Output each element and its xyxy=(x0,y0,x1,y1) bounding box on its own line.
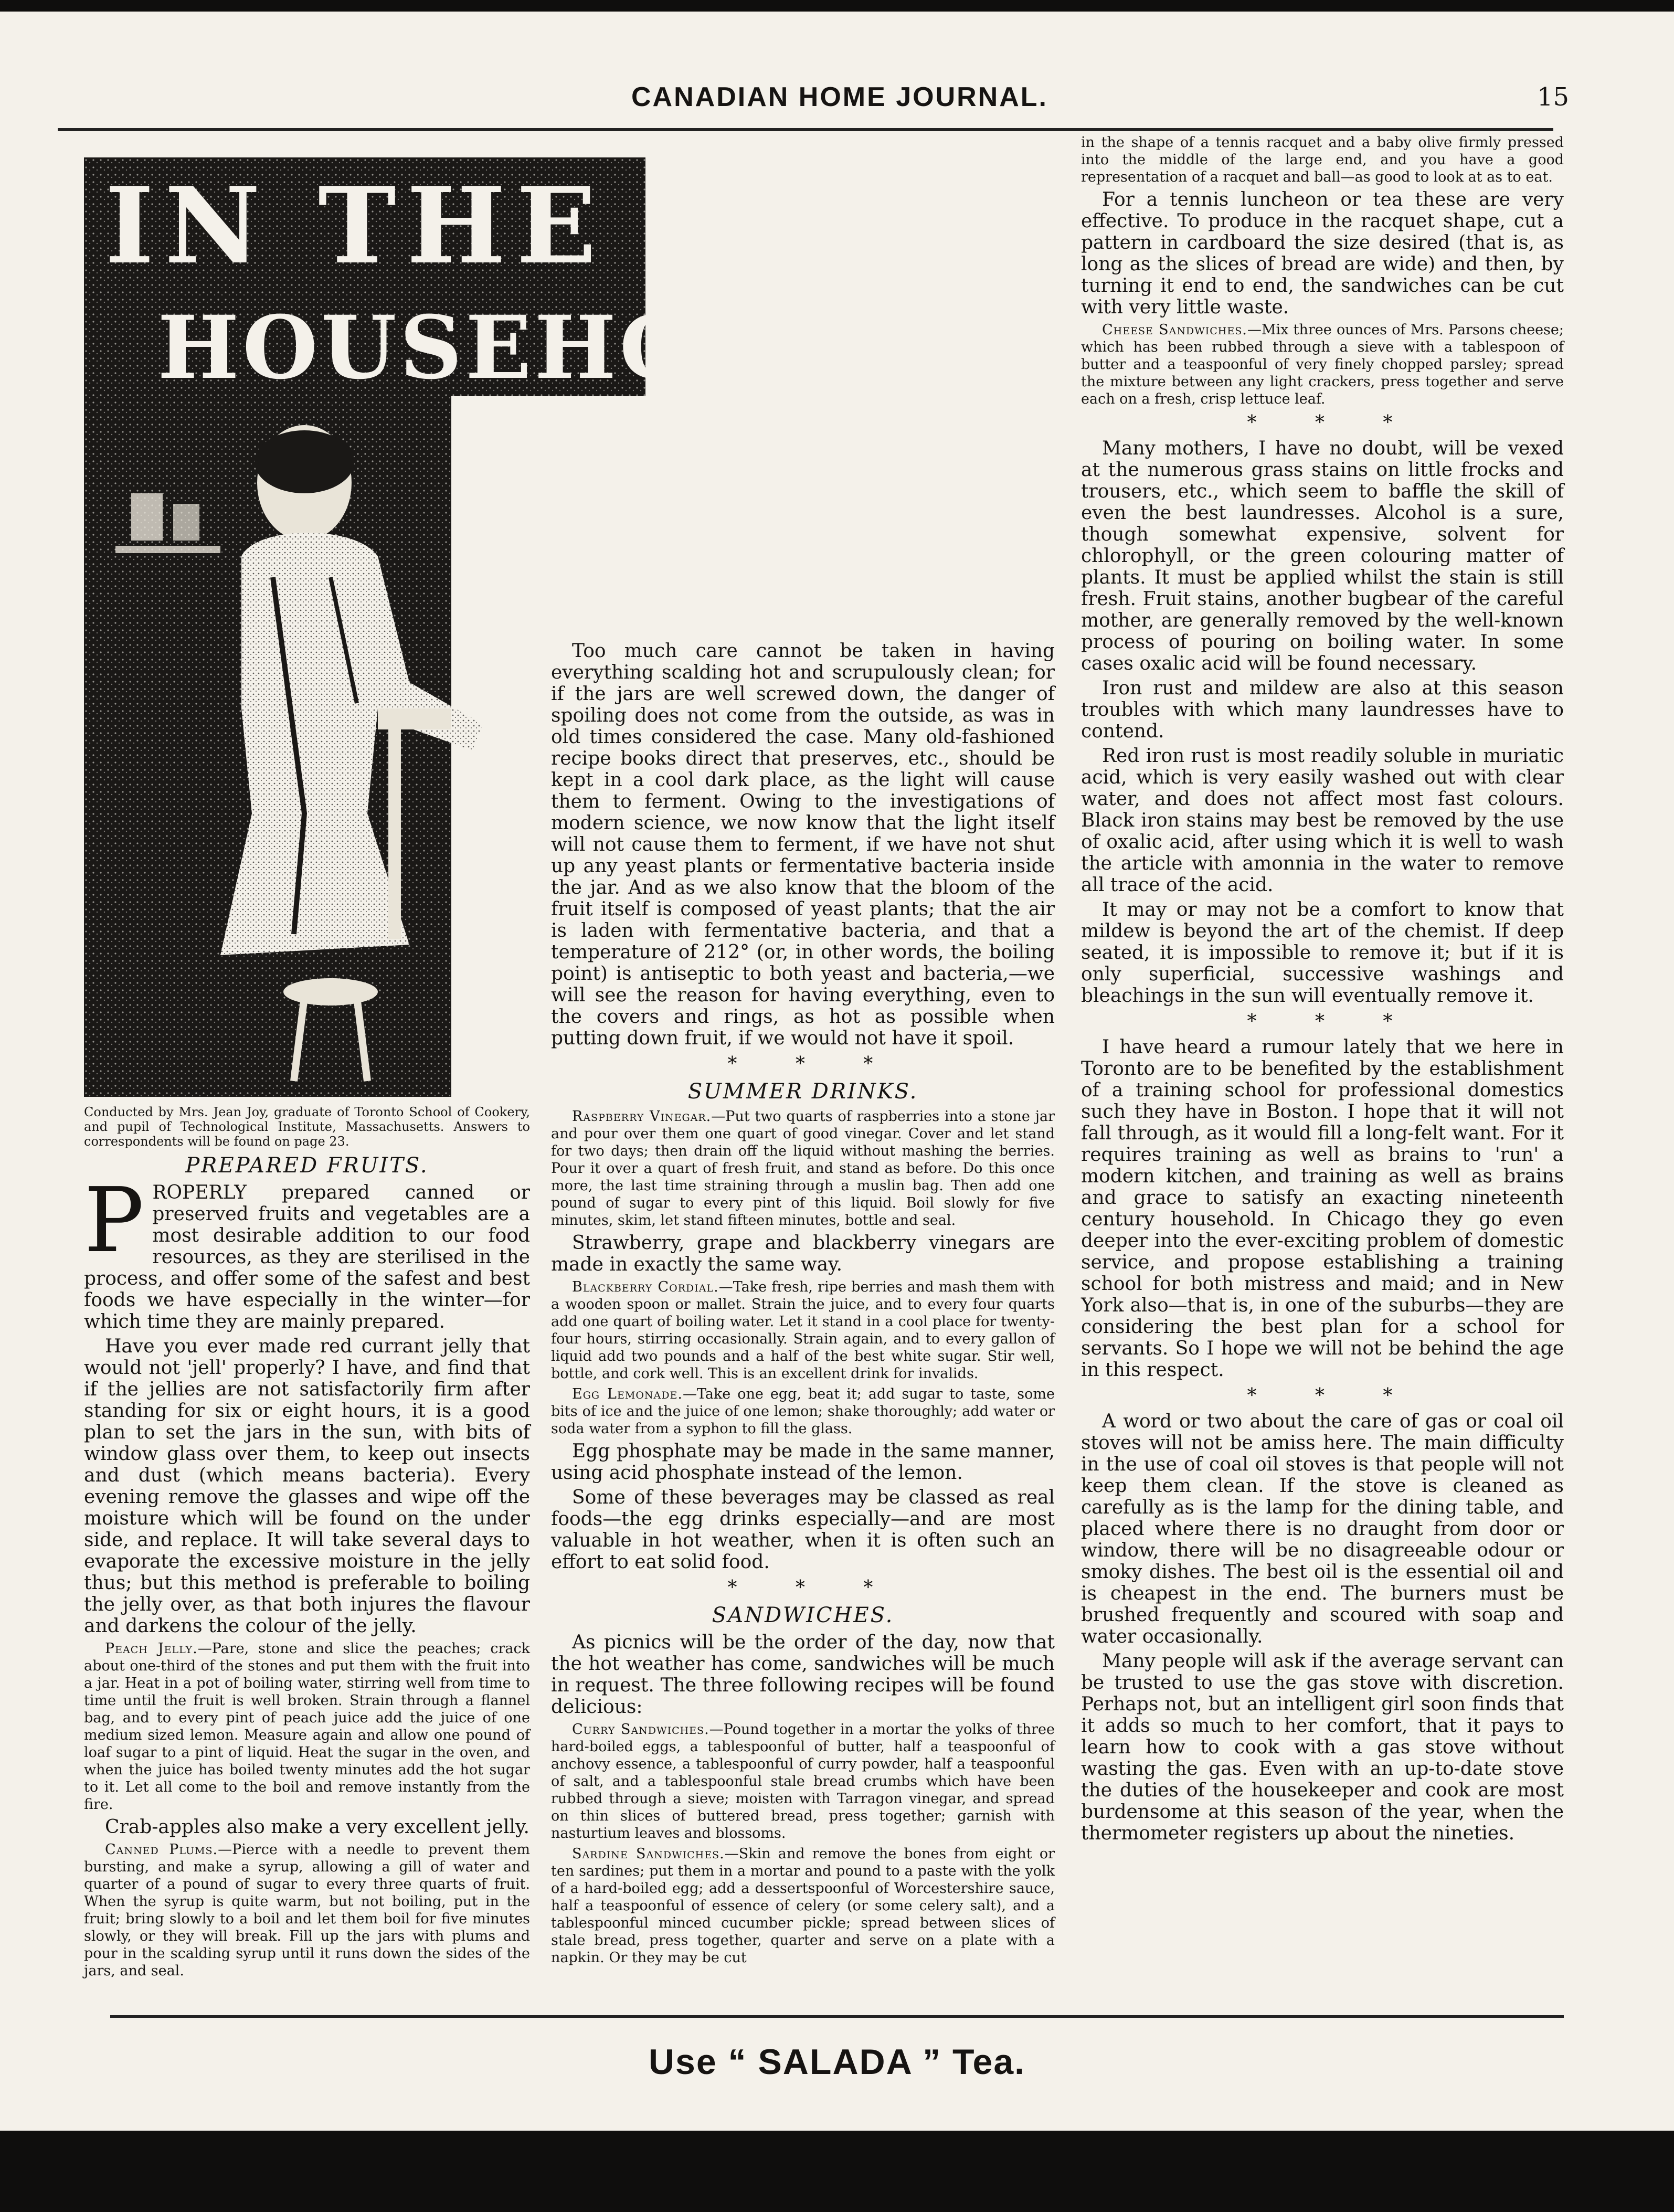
recipe-sardine-sandwiches: Sardine Sandwiches.—Skin and remove the bones from eight or ten sardines; put them in a mortar and pound to a paste with the yolk of a hard-boiled egg; add a dessertspoonful of Worcestershire sauce, half a teaspoonful of essence of celery (or some celery salt), and a tablespoonful minced cucumber pickle; spread between slices of stale bread, press together, quarter and serve on a plate with a napkin. Or they may be cut xyxy=(551,1846,1055,1966)
paragraph: For a tennis luncheon or tea these are very effective. To produce in the racquet shape, cut a pattern in cardboard the size desired (that is, as long as the slices of bread are wide) and then, by turning it end to end, the sandwiches can be cut with very little waste. xyxy=(1081,189,1564,318)
paragraph: Egg phosphate may be made in the same manner, using acid phosphate instead of the lemon. xyxy=(551,1441,1055,1484)
illustration-title-line2: HOUSEHOLD xyxy=(157,297,841,398)
section-divider: * * * xyxy=(1247,1385,1419,1406)
paragraph: Red iron rust is most readily soluble in muriatic acid, which is very easily washed out with clear water, and does not affect most fast colours. Black iron stains may best be removed by the use of oxalic acid, after using which it is well to wash the article with amonnia in the water to remove all trace of the acid. xyxy=(1081,745,1564,896)
heading-prepared-fruits: PREPARED FRUITS. xyxy=(185,1153,429,1178)
recipe-cheese-sandwiches: Cheese Sandwiches.—Mix three ounces of Mrs. Parsons cheese; which has been rubbed through a sieve with a tablespoon of butter and a teaspoonful of very finely chopped parsley; spread the mixture between any light crackers, press together and serve each on a fresh, crisp lettuce leaf. xyxy=(1081,322,1564,407)
section-divider: * * * xyxy=(1247,1011,1419,1032)
illustration-title-line1: IN THE xyxy=(105,164,607,288)
recipe-curry-sandwiches: Curry Sandwiches.—Pound together in a mortar the yolks of three hard-boiled eggs, a tablespoonful of butter, half a teaspoonful of anchovy essence, a tablespoonful of curry powder, half a teaspoonful of salt, and a tablespoonful stale bread crumbs which have been rubbed through a sieve; moisten with Tarragon vinegar, and spread on thin slices of buttered bread, press together; garnish with nasturtium leaves and blossoms. xyxy=(551,1721,1055,1841)
page-number: 15 xyxy=(1537,82,1569,112)
paragraph: As picnics will be the order of the day, now that the hot weather has come, sandwiches will be much in request. The three following recipes will be found delicious: xyxy=(551,1632,1055,1718)
page-header xyxy=(110,81,1569,129)
paragraph: A word or two about the care of gas or coal oil stoves will not be amiss here. The main difficulty in the use of coal oil stoves is that people will not keep them clean. If the stove is cleaned as carefully as is the lamp for the dining table, and placed where there is no draught from door or window, there will be no disagreeable odour or smoky dishes. The best oil is the essential oil and is cheapest in the end. The burners must be brushed frequently and scoured with soap and water occasionally. xyxy=(1081,1411,1564,1647)
paragraph: Crab-apples also make a very excellent jelly. xyxy=(105,1816,529,1838)
paragraph: Some of these beverages may be classed as real foods—the egg drinks especially—and are most valuable in hot weather, when it is often such an effort to eat solid food. xyxy=(551,1487,1055,1573)
recipe-peach-jelly: Peach Jelly.—Pare, stone and slice the peaches; crack about one-third of the stones and put them with the fruit into a jar. Heat in a pot of boiling water, stirring well from time to time until the fruit is well broken. Strain through a flannel bag, and to every pint of peach juice add the juice of one medium sized lemon. Measure again and allow one pound of loaf sugar to a pint of liquid. Heat the sugar in the oven, and when the juice has boiled twenty minutes add the hot sugar to it. Let all come to the boil and remove instantly from the fire. xyxy=(84,1641,530,1813)
section-divider: * * * xyxy=(727,1577,899,1599)
paragraph: Many mothers, I have no doubt, will be vexed at the numerous grass stains on little frocks and trousers, etc., which seem to baffle the skill of even the best laundresses. Alcohol is a sure, though somewhat expensive, solvent for chlorophyll, or the green colouring matter of plants. It must be applied whilst the stain is still fresh. Fruit stains, another bugbear of the careful mother, are generally removed by the well-known process of pouring on boiling water. In some cases oxalic acid will be found necessary. xyxy=(1081,438,1564,674)
recipe-blackberry-cordial: Blackberry Cordial.—Take fresh, ripe berries and mash them with a wooden spoon or mallet. Strain the juice, and to every four quarts add one quart of boiling water. Let it stand in a cool place for twenty-four hours, stirring occasionally. Strain again, and to every gallon of liquid add two pounds and a half of the best white sugar. Stir well, bottle, and cork well. This is an excellent drink for invalids. xyxy=(551,1279,1055,1382)
paragraph: Many people will ask if the average servant can be trusted to use the gas stove with discretion. Perhaps not, but an intelligent girl soon finds that it adds so much to her comfort, that it pays to learn how to cook with a gas stove without wasting the gas. Even with an up-to-date stove the duties of the housekeeper and cook are most burdensome at this season of the year, when the thermometer registers up about the nineties. xyxy=(1081,1650,1564,1844)
top-border xyxy=(0,0,1674,12)
recipe-continued: in the shape of a tennis racquet and a baby olive firmly pressed into the middle of the large end, and you have a good representation of a racquet and ball—as good to look at as to eat. xyxy=(1081,134,1564,185)
paragraph: It may or may not be a comfort to know that mildew is beyond the art of the chemist. If deep seated, it is impossible to remove it; but if it is only superficial, successive washings and bleachings in the sun will eventually remove it. xyxy=(1081,899,1564,1007)
recipe-egg-lemonade: Egg Lemonade.—Take one egg, beat it; add sugar to taste, some bits of ice and the juice of one lemon; shake thoroughly; add water or soda water from a syphon to fill the glass. xyxy=(551,1386,1055,1437)
header-rule xyxy=(58,128,1553,131)
bottom-border xyxy=(0,2131,1674,2212)
recipe-raspberry-vinegar: Raspberry Vinegar.—Put two quarts of raspberries into a stone jar and pour over them one quart of good vinegar. Cover and let stand for two days; then drain off the liquid without mashing the berries. Pour it over a quart of fresh fruit, and stand as before. Do this once more, the last time straining through a muslin bag. Then add one pound of sugar to every pint of this liquid. Boil slowly for five minutes, skim, let stand fifteen minutes, bottle and seal. xyxy=(551,1108,1055,1229)
salada-tea-ad: Use “ SALADA ” Tea. xyxy=(648,2042,1026,2082)
intro-paragraph: PROPERLY prepared canned or preserved fruits and vegetables are a most desirable addition to our food resources, as they are sterilised in the process, and offer some of the safest and best foods we have especially in the winter—for which time they are mainly prepared. xyxy=(84,1169,530,1332)
editor-caption: Conducted by Mrs. Jean Joy, graduate of Toronto School of Cookery, and pupil of Technological Institute, Massachusetts. Answers to correspondents will be found on page 23. xyxy=(84,1105,530,1149)
paragraph: Have you ever made red currant jelly that would not 'jell' properly? I have, and find that if the jellies are not satisfactorily firm after standing for six or eight hours, it is a good plan to set the jars in the sun, with bits of window glass over them, to keep out insects and dust (which means bacteria). Every evening remove the glasses and wipe off the moisture which will be found on the under side, and replace. It will take several days to evaporate the excessive moisture in the jelly thus; but this method is preferable to boiling the jelly over, as that both injures the flavour and darkens the colour of the jelly. xyxy=(84,1336,530,1637)
section-divider: * * * xyxy=(1247,412,1419,433)
paragraph: Too much care cannot be taken in having everything scalding hot and scrupulously clean; for if the jars are well screwed down, the danger of spoiling does not come from the outside, as was in old times considered the case. Many old-fashioned recipe books direct that preserves, etc., should be kept in a cool dark place, as the light will cause them to ferment. Owing to the investigations of modern science, we now know that the light itself will not cause them to ferment, if we have not shut up any yeast plants or fermentative bacteria inside the jar. And as we also know that the bloom of the fruit itself is composed of yeast plants; that the air is laden with fermentative bacteria, and that a temperature of 212° (or, in other words, the boiling point) is antiseptic to both yeast and bacteria,—we will see the reason for having everything, even to the covers and rings, as hot as possible when putting down fruit, if we would not have it spoil. xyxy=(551,640,1055,1049)
column-1 xyxy=(84,1105,530,1983)
paragraph: Strawberry, grape and blackberry vinegars are made in exactly the same way. xyxy=(551,1232,1055,1275)
section-divider: * * * xyxy=(727,1053,899,1075)
column-3 xyxy=(1081,134,1564,1847)
paragraph: I have heard a rumour lately that we here in Toronto are to be benefited by the establishment of a training school for professional domestics such they have in Boston. I hope that it will not fall through, as it would fill a long-felt want. For it requires training as well as brains to 'run' a modern kitchen, and training as well as brains and grace to satisfy an exacting nineteenth century household. In Chicago they go even deeper into the ever-exciting problem of domestic service, and propose establishing a training school for both mistress and maid; and in New York also—that is, in one of the suburbs—they are considering the best plan for a school for servants. So I hope we will not be behind the age in this respect. xyxy=(1081,1036,1564,1381)
footer-rule xyxy=(110,2015,1564,2018)
heading-sandwiches: SANDWICHES. xyxy=(712,1603,894,1627)
journal-title: CANADIAN HOME JOURNAL. xyxy=(631,82,1048,112)
paragraph: Iron rust and mildew are also at this season troubles with which many laundresses have to contend. xyxy=(1081,678,1564,742)
column-2 xyxy=(551,640,1055,1970)
drop-cap: P xyxy=(84,1169,144,1273)
heading-summer-drinks: SUMMER DRINKS. xyxy=(687,1079,918,1104)
recipe-canned-plums: Canned Plums.—Pierce with a needle to prevent them bursting, and make a syrup, allowing a gill of water and quarter of a pound of sugar to every three quarts of fruit. When the syrup is quite warm, but not boiling, put in the fruit; bring slowly to a boil and let them boil for five minutes slowly, or they will break. Fill up the jars with plums and pour in the scalding syrup until it runs down the sides of the jars, and seal. xyxy=(84,1841,530,1979)
